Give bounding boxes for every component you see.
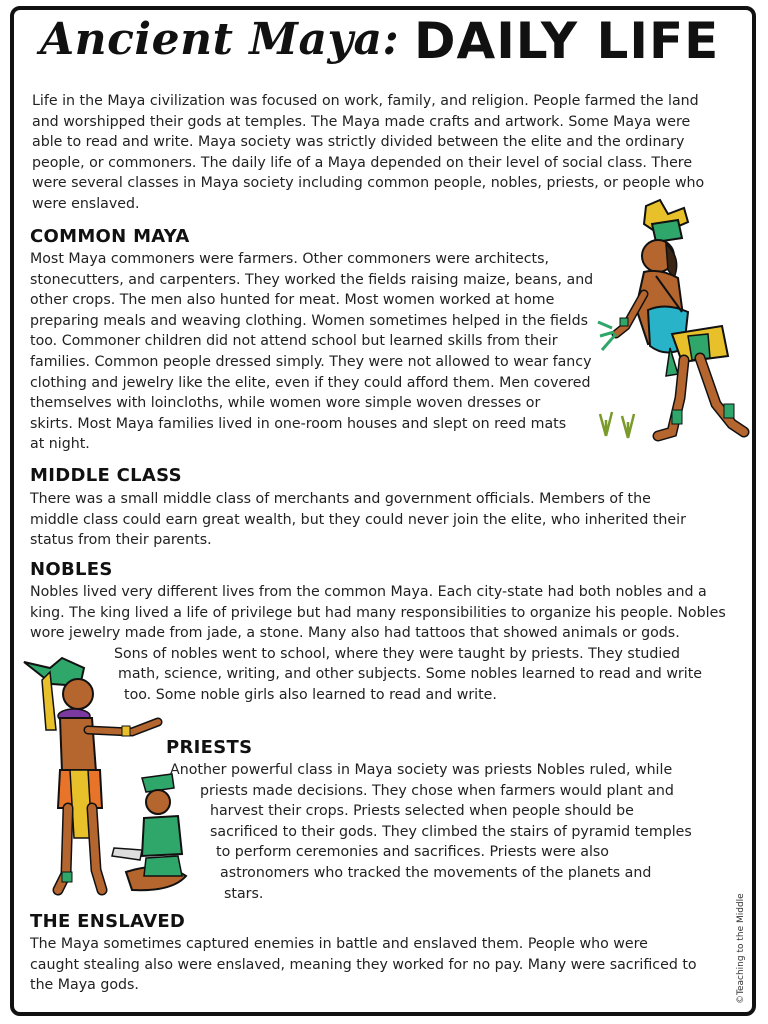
common-line: preparing meals and weaving clothing. Women sometimes helped in the fields xyxy=(30,312,588,329)
heading-priests: PRIESTS xyxy=(166,737,253,758)
common-line: other crops. The men also hunted for meat. Most women worked at home xyxy=(30,292,555,309)
nobles-line: Nobles lived very different lives from the common Maya. Each city-state had both nobles and a xyxy=(30,584,707,600)
priests-line: astronomers who tracked the movements of the planets and xyxy=(220,864,652,881)
priests-line: to perform ceremonies and sacrifices. Priests were also xyxy=(216,844,609,861)
headband-shape xyxy=(652,220,682,242)
heading-nobles: NOBLES xyxy=(30,559,113,580)
priests-paragraph xyxy=(170,760,692,904)
common-line: at night. xyxy=(30,436,90,453)
title-block-text: DAILY LIFE xyxy=(414,12,720,70)
ankle-band xyxy=(672,410,682,424)
nobles-line: wore jewelry made from jade, a stone. Many also had tattoos that showed animals or gods. xyxy=(30,625,680,642)
priest-codex xyxy=(112,848,142,860)
nobles-line: math, science, writing, and other subjects. Some nobles learned to read and write xyxy=(118,666,702,683)
enslaved-paragraph xyxy=(30,934,697,996)
middle-line: middle class could earn great wealth, but they could never join the elite, who inherited their xyxy=(30,511,686,528)
enslaved-line: The Maya sometimes captured enemies in battle and enslaved them. People who were xyxy=(30,936,648,952)
priests-line: priests made decisions. They chose when farmers would plant and xyxy=(200,782,674,799)
heading-the-enslaved: THE ENSLAVED xyxy=(30,911,186,932)
maya-farmer-illustration xyxy=(596,198,752,444)
intro-line: able to read and write. Maya society was strictly divided between the elite and the ordinary xyxy=(32,134,685,151)
heading-middle-class: MIDDLE CLASS xyxy=(30,465,182,486)
title-script-text: Ancient Maya: xyxy=(40,14,400,65)
intro-line: were enslaved. xyxy=(32,195,140,212)
page-title xyxy=(40,10,740,80)
priests-line: sacrificed to their gods. They climbed the stairs of pyramid temples xyxy=(210,823,692,840)
common-line: too. Commoner children did not attend school but learned skills from their xyxy=(30,333,558,350)
enslaved-line: caught stealing also were enslaved, meaning they worked for no pay. Many were sacrificed to xyxy=(30,956,697,973)
priests-line: harvest their crops. Priests selected when people should be xyxy=(210,803,634,820)
middle-line: There was a small middle class of merchants and government officials. Members of the xyxy=(30,491,651,507)
heading-common-maya: COMMON MAYA xyxy=(30,226,190,247)
ankle-band xyxy=(724,404,734,418)
nobles-line: Sons of nobles went to school, where they were taught by priests. They studied xyxy=(114,645,681,662)
noble-bracelet xyxy=(122,726,130,736)
intro-line: and worshipped their gods at temples. The Maya made crafts and artwork. Some Maya were xyxy=(32,113,691,130)
priests-line: stars. xyxy=(224,885,264,902)
common-maya-paragraph xyxy=(30,249,593,455)
crop-sprout xyxy=(600,412,612,436)
intro-paragraph xyxy=(32,91,704,215)
maya-noble-priest-illustration xyxy=(22,654,194,900)
middle-line: status from their parents. xyxy=(30,532,212,549)
common-line: Most Maya commoners were farmers. Other commoners were architects, xyxy=(30,251,549,267)
priest-head xyxy=(146,790,170,814)
common-line: stonecutters, and carpenters. They worked the fields raising maize, beans, and xyxy=(30,271,594,288)
plant-sprout xyxy=(598,322,616,350)
intro-line: Life in the Maya civilization was focused on work, family, and religion. People farmed the land xyxy=(32,93,699,109)
common-line: themselves with loincloths, while women wore simple woven dresses or xyxy=(30,395,541,412)
common-line: families. Common people dressed simply. They were not allowed to wear fancy xyxy=(30,353,592,370)
middle-class-paragraph xyxy=(30,489,686,551)
nobles-line: too. Some noble girls also learned to read and write. xyxy=(124,686,497,703)
crop-sprout xyxy=(622,414,634,438)
common-line: clothing and jewelry like the elite, even if they could afford them. Men covered xyxy=(30,374,591,391)
wristband xyxy=(620,318,628,326)
intro-line: people, or commoners. The daily life of a Maya depended on their level of social class. There xyxy=(32,154,693,171)
common-line: skirts. Most Maya families lived in one-room houses and slept on reed mats xyxy=(30,415,567,432)
copyright-credit: ©Teaching to the Middle xyxy=(736,893,746,1004)
intro-line: were several classes in Maya society including common people, nobles, priests, or people who xyxy=(32,175,705,192)
noble-head xyxy=(63,679,93,709)
nobles-line: king. The king lived a life of privilege but had many responsibilities to organize his people. Nobles xyxy=(30,604,726,621)
enslaved-line: the Maya gods. xyxy=(30,977,139,994)
priests-line: Another powerful class in Maya society was priests Nobles ruled, while xyxy=(170,762,673,778)
noble-ankle-band xyxy=(62,872,72,882)
leg-right xyxy=(700,358,744,432)
